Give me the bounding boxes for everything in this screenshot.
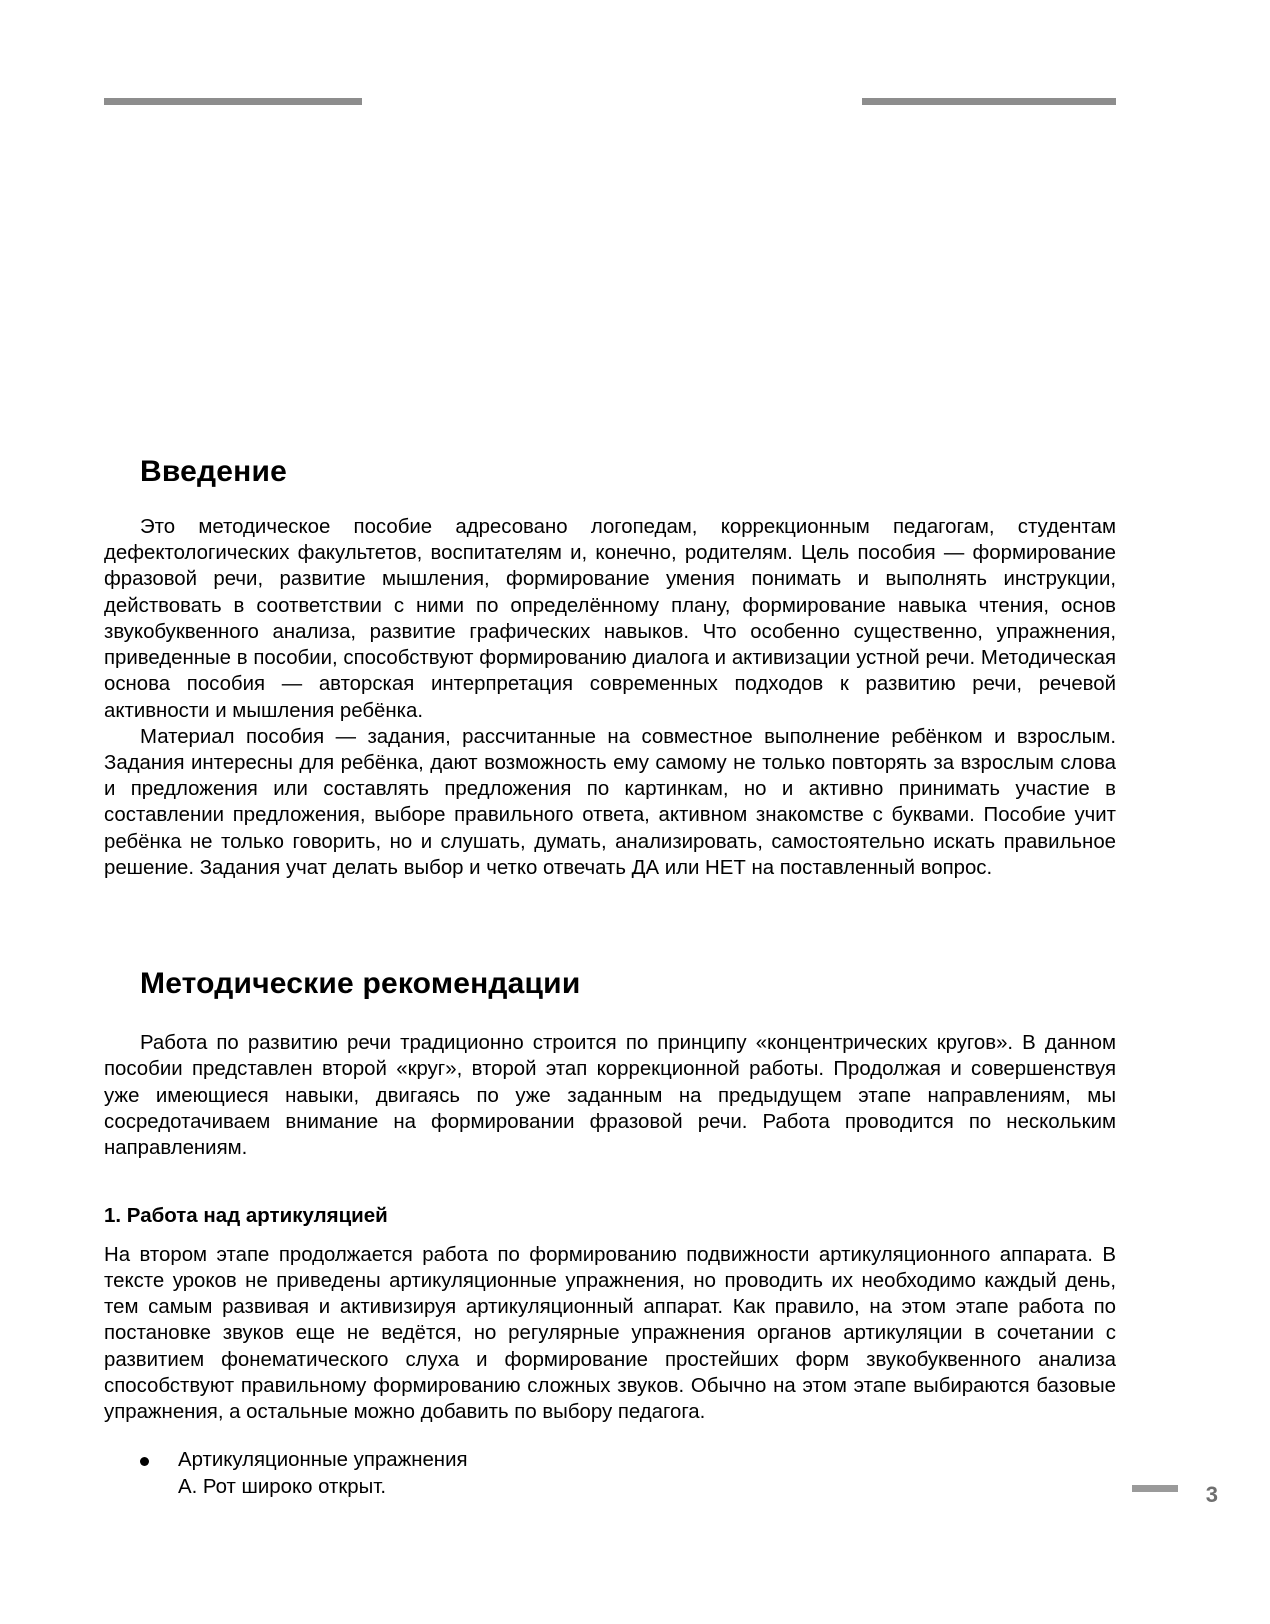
- footer-rule: [1132, 1485, 1178, 1492]
- heading-gap: [104, 1230, 1116, 1242]
- bullets-spacer: [104, 1425, 1116, 1447]
- bullet-sub-line: А. Рот широко открыт.: [178, 1476, 387, 1499]
- introduction-paragraph-1: Это методическое пособие адресовано логопедам, коррекционным педагогам, студентам дефектологических факультетов, воспитателям и, конечно, родителям. Цель пособия — формирование фразовой речи, развитие мышления, формирование умения понимать и выполнять инструкции, действовать в соответствии с ними по определённому плану, формирование навыка чтения, основ звукобуквенного анализа, развитие графических навыков. Что особенно существенно, упражнения, приведенные в пособии, способствуют формированию диалога и активизации устной речи. Методическая основа пособия — авторская интерпретация современных подходов к развитию речи, речевой активности и мышления ребёнка.: [104, 516, 1116, 722]
- articulation-paragraph-1: На втором этапе продолжается работа по формированию подвижности артикуляционного аппарата. В тексте уроков не приведены артикуляционные упражнения, но проводить их необходимо каждый день, тем самым развивая и активизируя артикуляционный аппарат. Как правило, на этом этапе работа по постановке звуков еще не ведётся, но регулярные упражнения органов артикуляции в сочетании с развитием фонематического слуха и формирование простейших форм звукобуквенного анализа способствуют правильному формированию сложных звуков. Обычно на этом этапе выбираются базовые упражнения, а остальные можно добавить по выбору педагога.: [104, 1243, 1116, 1424]
- header-rule-right: [862, 98, 1116, 105]
- subsection-heading-articulation: 1. Работа над артикуляцией: [104, 1204, 388, 1228]
- section-heading-introduction: Введение: [140, 455, 287, 488]
- header-rule-left: [104, 98, 362, 105]
- list-item: [104, 1447, 1116, 1501]
- header-decoration: [0, 98, 1270, 106]
- section-spacer: [104, 881, 1116, 967]
- page-number: 3: [1205, 1482, 1218, 1507]
- bullet-item-label: Артикуляционные упражнения: [178, 1449, 468, 1472]
- page-content: [104, 455, 1116, 1502]
- introduction-paragraph-2: Материал пособия — задания, рассчитанные на совместное выполнение ребёнком и взрослым. Задания интересны для ребёнка, дают возможность ему самому не только повторять за взрослым слова и предложения или составлять предложения по картинкам, но и активно принимать участие в составлении предложения, выборе правильного ответа, активном знакомстве с буквами. Пособие учит ребёнка не только говорить, но и слушать, думать, анализировать, самостоятельно искать правильное решение. Задания учат делать выбор и четко отвечать ДА или НЕТ на поставленный вопрос.: [104, 725, 1116, 879]
- subsection-spacer: [104, 1161, 1116, 1203]
- recommendations-paragraph-1: Работа по развитию речи традиционно строится по принципу «концентрических кругов». В данном пособии представлен второй «круг», второй этап коррекционной работы. Продолжая и совершенствуя уже имеющиеся навыки, двигаясь по уже заданным на предыдущем этапе направлениям, мы сосредотачиваем внимание на формировании фразовой речи. Работа проводится по нескольким направлениям.: [104, 1032, 1116, 1159]
- section-heading-recommendations: Методические рекомендации: [140, 967, 581, 1001]
- bullet-dot-icon: [140, 1457, 149, 1466]
- articulation-bullet-list: [104, 1447, 1116, 1501]
